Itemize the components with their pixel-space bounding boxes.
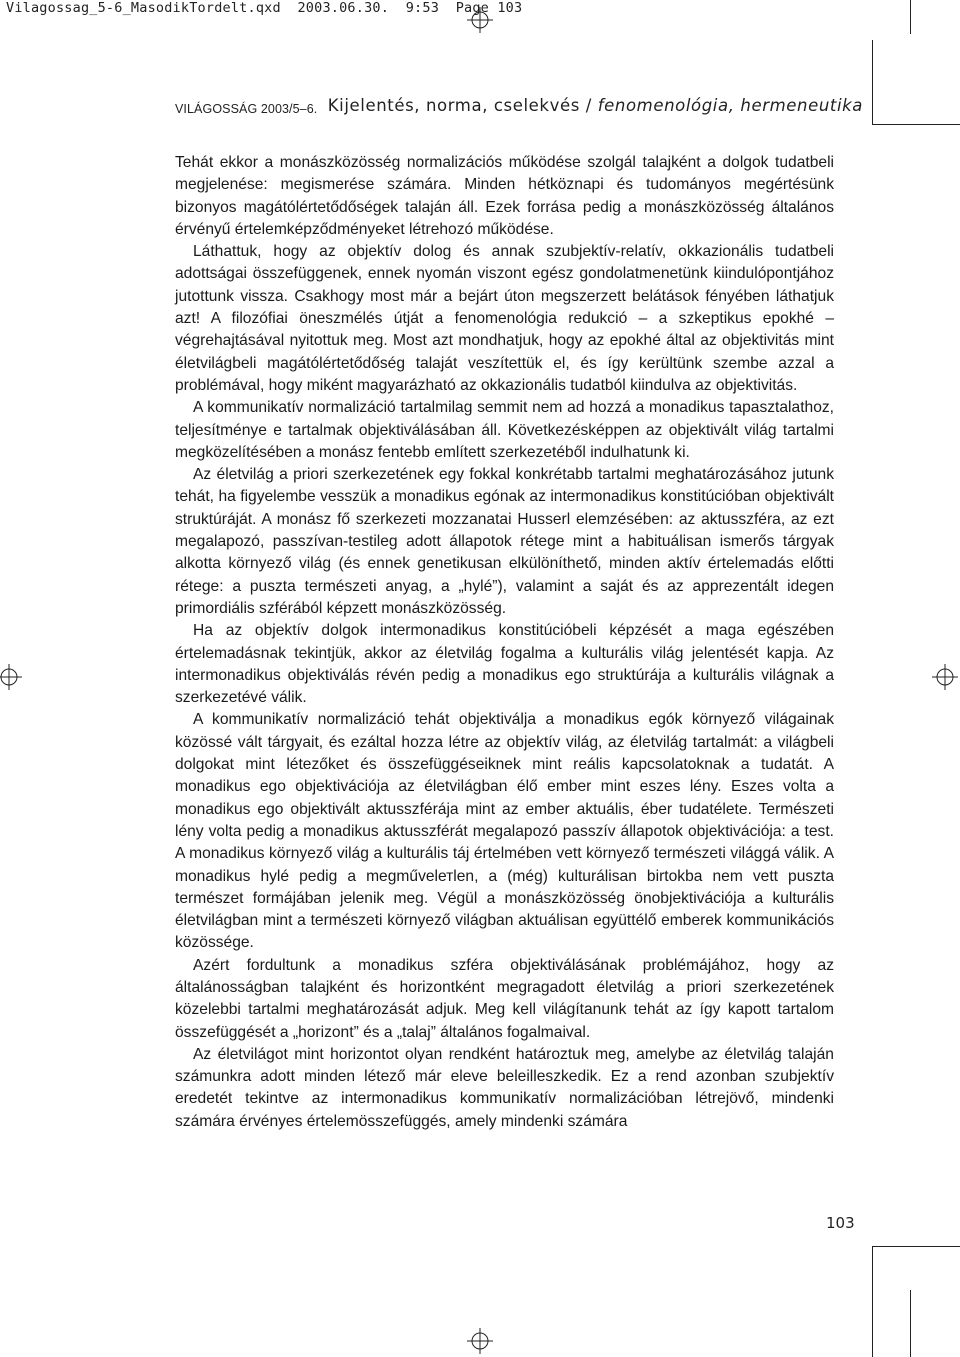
body-text [175, 152, 834, 1133]
crop-mark [872, 40, 873, 125]
paragraph: A kommunikatív normalizáció tartalmilag semmit nem ad hozzá a monadikus tapasztalathoz, teljesítménye e tartalmak objektiválásában áll. Következésképpen az objektivált világ tartalmi megközelítésében a monász fentebb említett szerkezetéből indulhatunk ki. [175, 399, 834, 461]
journal-issue: VILÁGOSSÁG 2003/5–6. [175, 102, 318, 116]
paragraph: Azért fordultunk a monadikus szféra objektiválásának problémájához, hogy az általánosságban talajként és horizontként megragadott életvilág a priori szerkezetének közelebbi tartalmi meghatározását adjuk. Meg kell világítanunk tehát az így kapott tartalom összefüggését a „horizont” és a „talaj” általános fogalmaival. [175, 956, 834, 1041]
registration-mark-icon [467, 1328, 493, 1354]
crop-mark [910, 0, 911, 34]
registration-mark-icon [932, 664, 958, 690]
running-head [175, 94, 863, 124]
paragraph: Tehát ekkor a monászközösség normalizációs működése szolgál talajként a dolgok tudatbeli megjelenése: megismerése számára. Minden hétköznapi és tudományos megértésünk bizonyos magátólértetődőségek talaján áll. Ezek forrása pedig a monászközösség általános érvényű értelemképződményeket létrehozó működése. [175, 154, 834, 238]
crop-mark [872, 1246, 873, 1357]
crop-mark [872, 124, 960, 125]
paragraph: Ha az objektív dolgok intermonadikus konstitúcióbeli képzését a maga egészében értelemadásnak tekintjük, akkor az életvilág fogalma a kulturális világ jelentését kapja. Az intermonadikus objektiválás révén pedig a monadikus ego struktúrája a kulturális világnak a szerkezetévé válik. [175, 622, 834, 707]
crop-mark [910, 1290, 911, 1357]
crop-mark [872, 1246, 960, 1247]
article-title-main: Kijelentés, norma, cselekvés / [327, 96, 598, 115]
article-title [328, 96, 863, 115]
paragraph: Láthattuk, hogy az objektív dolog és annak szubjektív-relatív, okkazionális tudatbeli adottságai összefüggenek, ennek nyomán viszont egész gondolatmenetünk kiindulópontjához jutottunk vissza. Csakhogy most már a bejárt úton megszerzett belátások fényében láthatjuk azt! A filozófiai öneszmélés útját a fenomenológia redukció – a szkeptikus epokhé – végrehajtásával nyitottuk meg. Most azt mondhatjuk, hogy az epokhé által az objektivitás mint életvilágbeli magátólértetődőség talaját veszítettük el, és így kerültünk szembe azzal a problémával, hogy miként magyarázható az okkazionális tudatból kiindulva az objektivitás. [175, 243, 834, 394]
print-slug-line: Vilagossag_5-6_MasodikTordelt.qxd 2003.06.30. 9:53 Page 103 [6, 0, 523, 16]
paragraph: A kommunikatív normalizáció tehát objektiválja a monadikus egók környező világainak közössé vált tárgyait, és ezáltal hozza létre az objektív világ, az életvilág tartalmát: a világbeli dolgokat mint létezőket és összefüggéseiknek mint reális kapcsolatoknak a tudatát. A monadikus ego objektivációja az életvilágban élő ember mint eszes lény. Eszes volta a monadikus ego objektivált aktusszférája mint az ember aktuális, éber tudatélete. Természeti lény volta pedig a monadikus aktusszférát megalapozó passzív állapotok objektivációja: a test. A monadikus környező világ a kulturális táj értelmében vett környező természeti világgá válik. A monadikus hylé pedig a megművelетlen, a (még) kulturálisan birtokba nem vett puszta természet formájában jelenik meg. Végül a monászközösség önobjektivációja a kulturális életvilágban mint a természeti környező világban aktuálisan együttélő emberek kommunikációs közössége. [175, 711, 834, 952]
registration-mark-icon [0, 664, 22, 690]
page-number: 103 [826, 1214, 855, 1232]
paragraph: Az életvilág a priori szerkezetének egy fokkal konkrétabb tartalmi meghatározásához jutunk tehát, ha figyelembe vesszük a monadikus egónak az intermonadikus konstitúcióban objektivált struktúráját. A monász fő szerkezeti mozzanatai Husserl elemzésében: az aktusszféra, az ezt megalapozó, passzívan-testileg adott állapotok rétege mint a habituálisan ismerős tárgyak alkotta környező világ (és ennek genetikusan elkülöníthető, minden aktív értelemadás előtti rétege: a puszta természeti anyag, a „hylé”), valamint a saját és az apprezentált idegen primordiális szférából képzett monászközösség. [175, 466, 834, 617]
registration-mark-icon [467, 7, 493, 33]
paragraph: Az életvilágot mint horizontot olyan rendként határoztuk meg, amelybe az életvilág talaján számunkra adott minden létező már eleve beleilleszkedik. Ez a rend azonban szubjektív eredetét tekintve az intermonadikus kommunikatív normalizációban létrejövő, mindenki számára érvényes értelemösszefüggés, amely mindenki számára [175, 1045, 834, 1130]
article-title-italic: fenomenológia, hermeneutika [597, 96, 863, 115]
